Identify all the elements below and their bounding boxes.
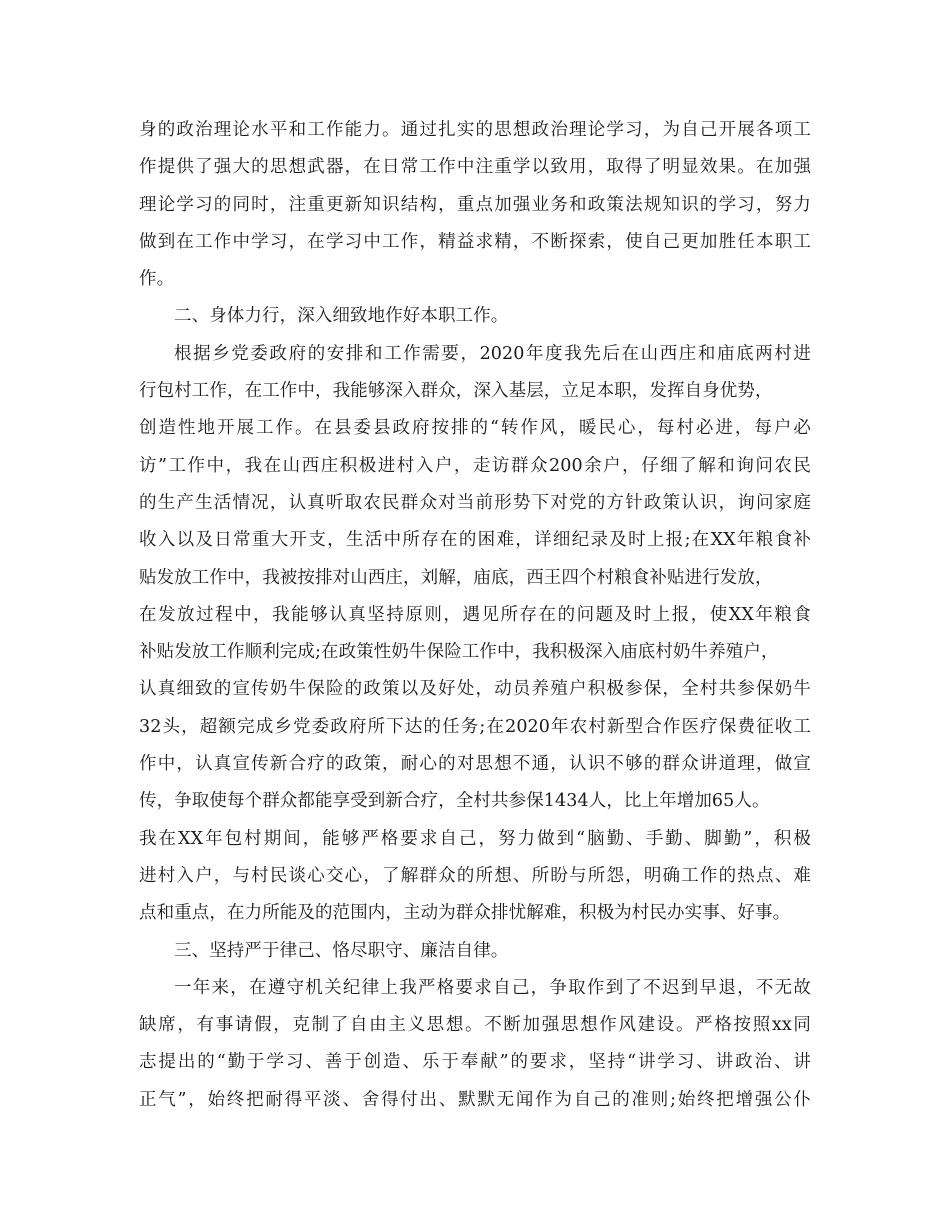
paragraph-first-line: 根据乡党委政府的安排和工作需要，2020年度我先后在山西庄和庙底两村进 (174, 343, 811, 364)
text-line: 作中，认真宣传新合疗的政策，耐心的对思想不通，认识不够的群众讲道理，做宣 (139, 754, 811, 775)
text-line: 点和重点，在力所能及的范围内，主动为群众排忧解难，积极为村民办实事、好事。 (139, 903, 791, 924)
text-line: 补贴发放工作顺利完成;在政策性奶牛保险工作中，我积极深入庙底村奶牛养殖户， (139, 642, 779, 663)
text-line: 志提出的“勤于学习、善于创造、乐于奉献”的要求，坚持“讲学习、讲政治、讲 (139, 1052, 811, 1073)
text-line: 理论学习的同时，注重更新知识结构，重点加强业务和政策法规知识的学习，努力 (139, 194, 811, 215)
paragraph-first-line: 二、身体力行，深入细致地作好本职工作。 (174, 306, 509, 327)
text-line: 在发放过程中，我能够认真坚持原则，遇见所存在的问题及时上报，使XX年粮食 (139, 604, 811, 625)
text-line: 行包村工作，在工作中，我能够深入群众，深入基层，立足本职，发挥自身优势， (139, 381, 773, 402)
text-line: 访”工作中，我在山西庄积极进村入户，走访群众200余户，仔细了解和询问农民 (139, 455, 811, 476)
text-line: 正气”，始终把耐得平淡、舍得付出、默默无闻作为自己的准则;始终把增强公仆 (139, 1089, 811, 1110)
text-line: 贴发放工作中，我被按排对山西庄，刘解，庙底，西王四个村粮食补贴进行发放， (139, 567, 773, 588)
text-line: 创造性地开展工作。在县委县政府按排的“转作风，暖民心，每村必进，每户必 (139, 418, 811, 439)
body-text (139, 112, 811, 1119)
text-line: 认真细致的宣传奶牛保险的政策以及好处，动员养殖户积极参保，全村共参保奶牛 (139, 679, 811, 700)
text-line: 收入以及日常重大开支，生活中所存在的困难，详细纪录及时上报;在XX年粮食补 (139, 530, 811, 551)
text-line: 作。 (139, 269, 175, 290)
text-line: 的生产生活情况，认真听取农民群众对当前形势下对党的方针政策认识，询问家庭 (139, 492, 811, 513)
paragraph-first-line: 一年来，在遵守机关纪律上我严格要求自己，争取作到了不迟到早退，不无故 (174, 977, 811, 998)
text-line: 32头，超额完成乡党委政府所下达的任务;在2020年农村新型合作医疗保费征收工 (139, 716, 811, 737)
text-line: 进村入户，与村民谈心交心，了解群众的所想、所盼与所怨，明确工作的热点、难 (139, 865, 811, 886)
text-line: 作提供了强大的思想武器，在日常工作中注重学以致用，取得了明显效果。在加强 (139, 157, 811, 178)
text-line: 身的政治理论水平和工作能力。通过扎实的思想政治理论学习，为自己开展各项工 (139, 120, 811, 140)
text-line: 做到在工作中学习，在学习中工作，精益求精，不断探索，使自己更加胜任本职工 (139, 231, 811, 252)
paragraph-first-line: 三、坚持严于律己、恪尽职守、廉洁自律。 (174, 940, 509, 961)
text-line: 我在XX年包村期间，能够严格要求自己，努力做到“脑勤、手勤、脚勤”，积极 (139, 828, 811, 849)
text-line: 传，争取使每个群众都能享受到新合疗，全村共参保1434人，比上年增加65人。 (139, 791, 770, 812)
text-line: 缺席，有事请假，克制了自由主义思想。不断加强思想作风建设。严格按照xx同 (139, 1015, 811, 1036)
